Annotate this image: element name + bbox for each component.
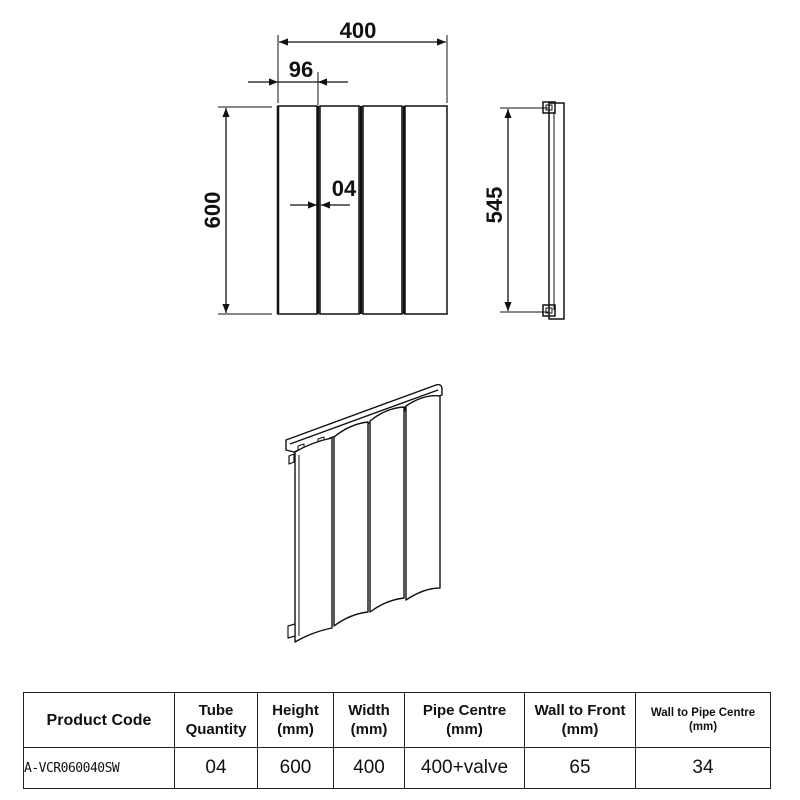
cell-wall-to-front: 65 — [525, 748, 636, 789]
spec-table — [23, 692, 771, 789]
header-width: Width (mm) — [334, 693, 405, 748]
header-height: Height (mm) — [258, 693, 334, 748]
front-view — [218, 35, 447, 314]
header-product-code: Product Code — [24, 693, 175, 748]
cell-wall-to-pipe-centre: 34 — [636, 748, 771, 789]
header-wall-to-front: Wall to Front (mm) — [525, 693, 636, 748]
header-tube-quantity: Tube Quantity — [175, 693, 258, 748]
cell-width: 400 — [334, 748, 405, 789]
cell-tube-quantity: 04 — [175, 748, 258, 789]
pipe-centre-dimension-label: 545 — [482, 186, 507, 224]
spec-table-header-row — [24, 693, 771, 748]
tube-gap-dimension-label: 04 — [331, 176, 357, 201]
table-row — [24, 748, 771, 789]
height-dimension-label: 600 — [200, 191, 225, 229]
cell-product-code: A-VCR060040SW — [24, 748, 175, 789]
tube-width-dimension-label: 96 — [288, 57, 314, 82]
header-pipe-centre: Pipe Centre (mm) — [405, 693, 525, 748]
width-dimension-label: 400 — [339, 18, 377, 43]
isometric-view — [286, 385, 442, 642]
header-wall-to-pipe-centre: Wall to Pipe Centre (mm) — [636, 693, 771, 748]
cell-height: 600 — [258, 748, 334, 789]
side-view — [500, 102, 564, 319]
cell-pipe-centre: 400+valve — [405, 748, 525, 789]
